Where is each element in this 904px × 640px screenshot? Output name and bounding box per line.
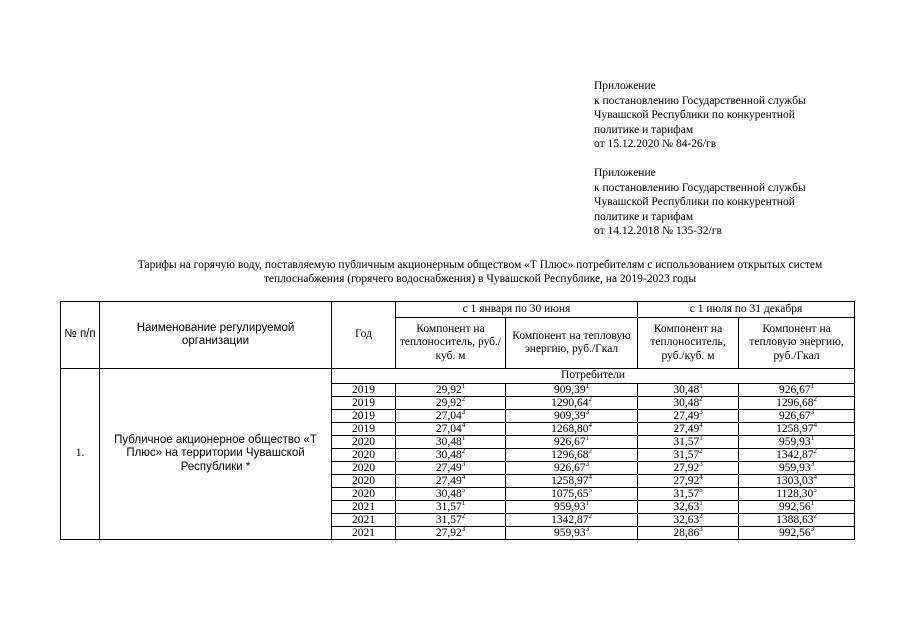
value-cell-h1-carrier [396, 448, 506, 461]
year-cell: 2021 [332, 526, 396, 539]
footnote-marker: 1 [810, 381, 815, 390]
tariff-value: 1303,03 [776, 474, 814, 487]
footnote-marker: 1 [461, 381, 466, 390]
tariff-value: 30,48 [673, 396, 700, 409]
footnote-marker: 5 [588, 485, 592, 494]
value-cell-h1-carrier [396, 461, 506, 474]
value-cell-h1-energy [506, 422, 638, 435]
footnote-marker: 1 [810, 498, 815, 507]
organization-cell: Публичное акционерное общество «Т Плюс» на территории Чувашской Республики * [100, 369, 332, 540]
value-cell-h1-energy [506, 448, 638, 461]
value-cell-h1-carrier [396, 526, 506, 539]
footnote-marker: 4 [813, 420, 817, 429]
footnote-marker: 3 [810, 407, 815, 416]
value-cell-h2-energy [739, 435, 855, 448]
tariff-value: 1268,80 [551, 422, 589, 435]
value-cell-h2-carrier [638, 500, 739, 513]
appendix-line: Приложение [594, 80, 656, 92]
value-cell-h2-carrier [638, 448, 739, 461]
value-cell-h2-carrier [638, 435, 739, 448]
footnote-marker: 3 [810, 524, 815, 533]
value-cell-h2-energy [739, 422, 855, 435]
tariff-value: 27,49 [435, 474, 462, 487]
footnote-marker: 1 [699, 433, 703, 442]
tariff-value: 31,57 [673, 448, 700, 461]
value-cell-h2-energy [739, 474, 855, 487]
tariff-value: 909,39 [553, 409, 586, 422]
appendix-block-2018 [594, 166, 806, 239]
header-period-first-half: с 1 января по 30 июня [396, 302, 638, 318]
tariff-value: 1258,97 [776, 422, 814, 435]
tariff-value: 1075,65 [551, 487, 589, 500]
footnote-marker: 4 [813, 472, 817, 481]
appendix-line: Приложение [594, 167, 656, 179]
appendix-line: Чувашской Республики по конкурентной [594, 109, 795, 121]
value-cell-h2-carrier [638, 461, 739, 474]
value-cell-h1-carrier [396, 513, 506, 526]
value-cell-h2-carrier [638, 513, 739, 526]
header-organization: Наименование регулируемой организации [100, 302, 332, 369]
value-cell-h1-carrier [396, 500, 506, 513]
value-cell-h1-carrier [396, 487, 506, 500]
tariff-value: 27,04 [435, 409, 462, 422]
tariff-value: 27,49 [673, 409, 700, 422]
footnote-marker: 2 [813, 394, 817, 403]
tariff-value: 959,93 [553, 526, 586, 539]
year-cell: 2020 [332, 448, 396, 461]
document-title-line-2: теплоснабжения (горячего водоснабжения) в Чувашской Республике, на 2019-2023 годы [263, 273, 697, 285]
footnote-marker: 3 [699, 524, 703, 533]
tariff-value: 31,57 [435, 500, 462, 513]
footnote-marker: 3 [461, 524, 466, 533]
year-cell: 2020 [332, 487, 396, 500]
appendix-block-2020 [594, 79, 806, 152]
footnote-marker: 1 [585, 381, 590, 390]
tariff-value: 31,57 [435, 513, 462, 526]
year-cell: 2019 [332, 422, 396, 435]
tariff-value: 28,86 [673, 526, 700, 539]
value-cell-h1-carrier [396, 409, 506, 422]
year-cell: 2019 [332, 409, 396, 422]
footnote-marker: 3 [810, 459, 815, 468]
tariff-value: 1342,87 [776, 448, 814, 461]
value-cell-h1-carrier [396, 474, 506, 487]
tariff-value: 1258,97 [551, 474, 589, 487]
value-cell-h2-energy [739, 396, 855, 409]
tariff-value: 32,63 [673, 513, 700, 526]
header-h2-energy: Компонент на тепловую энергию, руб./Гкал [739, 318, 855, 369]
footnote-marker: 2 [461, 394, 466, 403]
tariff-value: 959,93 [553, 500, 586, 513]
value-cell-h2-energy [739, 513, 855, 526]
footnote-marker: 2 [699, 511, 703, 520]
year-cell: 2020 [332, 435, 396, 448]
tariff-value: 27,49 [435, 461, 462, 474]
header-year: Год [332, 302, 396, 369]
value-cell-h1-energy [506, 396, 638, 409]
value-cell-h2-energy [739, 487, 855, 500]
footnote-marker: 2 [588, 511, 592, 520]
tariff-value: 926,67 [778, 409, 811, 422]
tariff-value: 1290,64 [551, 396, 589, 409]
tariff-value: 30,48 [435, 448, 462, 461]
value-cell-h2-carrier [638, 383, 739, 396]
appendix-line: политике и тарифам [594, 123, 694, 136]
year-cell: 2021 [332, 513, 396, 526]
footnote-marker: 4 [699, 420, 703, 429]
value-cell-h2-energy [739, 526, 855, 539]
tariff-value: 29,92 [435, 383, 462, 396]
value-cell-h2-energy [739, 383, 855, 396]
year-cell: 2020 [332, 474, 396, 487]
document-title [60, 258, 900, 286]
header-h1-carrier: Компонент на теплоноситель, руб./куб. м [396, 318, 506, 369]
value-cell-h2-carrier [638, 409, 739, 422]
tariff-value: 27,49 [673, 422, 700, 435]
footnote-marker: 2 [461, 446, 466, 455]
value-cell-h1-energy [506, 526, 638, 539]
value-cell-h1-carrier [396, 383, 506, 396]
footnote-marker: 4 [588, 472, 592, 481]
appendix-line: к постановлению Государственной службы [594, 94, 806, 107]
value-cell-h2-carrier [638, 526, 739, 539]
year-cell: 2021 [332, 500, 396, 513]
tariff-value: 31,57 [673, 435, 700, 448]
footnote-marker: 1 [585, 433, 590, 442]
appendix-line: к постановлению Государственной службы [594, 181, 806, 194]
value-cell-h1-energy [506, 474, 638, 487]
value-cell-h2-carrier [638, 422, 739, 435]
value-cell-h2-carrier [638, 396, 739, 409]
tariff-value: 926,67 [778, 383, 811, 396]
footnote-marker: 3 [699, 407, 703, 416]
header-number: № п/п [61, 302, 100, 369]
tariff-value: 926,67 [553, 435, 586, 448]
tariff-value: 30,48 [435, 487, 462, 500]
tariff-value: 30,48 [435, 435, 462, 448]
footnote-marker: 1 [461, 433, 466, 442]
footnote-marker: 4 [588, 420, 592, 429]
year-cell: 2019 [332, 396, 396, 409]
tariff-value: 27,04 [435, 422, 462, 435]
header-h2-carrier: Компонент на теплоноситель, руб./куб. м [638, 318, 739, 369]
value-cell-h1-energy [506, 487, 638, 500]
footnote-marker: 4 [461, 420, 466, 429]
footnote-marker: 2 [699, 446, 703, 455]
value-cell-h2-energy [739, 461, 855, 474]
value-cell-h2-carrier [638, 474, 739, 487]
footnote-marker: 5 [461, 485, 466, 494]
footnote-marker: 3 [585, 459, 590, 468]
value-cell-h1-energy [506, 500, 638, 513]
value-cell-h2-energy [739, 409, 855, 422]
appendix-line: от 15.12.2020 № 84-26/гв [594, 138, 717, 150]
tariff-value: 959,93 [778, 435, 811, 448]
value-cell-h1-energy [506, 383, 638, 396]
value-cell-h1-energy [506, 409, 638, 422]
document-title-line-1: Тарифы на горячую воду, поставляемую публичным акционерным обществом «Т Плюс» потребителям с использованием открытых систем [137, 259, 823, 271]
value-cell-h2-carrier [638, 487, 739, 500]
tariff-value: 1388,63 [776, 513, 814, 526]
value-cell-h1-energy [506, 513, 638, 526]
row-number-cell: 1. [61, 369, 100, 540]
tariff-value: 992,56 [778, 500, 811, 513]
footnote-marker: 2 [699, 394, 703, 403]
footnote-marker: 3 [461, 407, 466, 416]
footnote-marker: 3 [461, 459, 466, 468]
footnote-marker: 3 [585, 407, 590, 416]
footnote-marker: 1 [810, 433, 815, 442]
footnote-marker: 2 [813, 511, 817, 520]
tariff-value: 29,92 [435, 396, 462, 409]
header-period-second-half: с 1 июля по 31 декабря [638, 302, 855, 318]
tariff-value: 27,92 [673, 474, 700, 487]
footnote-marker: 1 [585, 498, 590, 507]
tariff-value: 926,67 [553, 461, 586, 474]
footnote-marker: 3 [699, 459, 703, 468]
tariff-value: 32,63 [673, 500, 700, 513]
tariff-value: 27,92 [673, 461, 700, 474]
value-cell-h1-energy [506, 435, 638, 448]
value-cell-h1-carrier [396, 396, 506, 409]
tariff-value: 909,39 [553, 383, 586, 396]
footnote-marker: 5 [699, 485, 703, 494]
category-label: Потребители [332, 369, 855, 384]
footnote-marker: 5 [813, 485, 817, 494]
tariff-value: 30,48 [673, 383, 700, 396]
footnote-marker: 2 [461, 511, 466, 520]
header-h1-energy: Компонент на тепловую энергию, руб./Гкал [506, 318, 638, 369]
appendix-line: от 14.12.2018 № 135-32/гв [594, 225, 722, 237]
footnote-marker: 1 [699, 381, 703, 390]
tariff-value: 992,56 [778, 526, 811, 539]
appendix-line: Чувашской Республики по конкурентной [594, 196, 795, 208]
year-cell: 2020 [332, 461, 396, 474]
footnote-marker: 1 [699, 498, 703, 507]
value-cell-h2-energy [739, 500, 855, 513]
year-cell: 2019 [332, 383, 396, 396]
value-cell-h1-carrier [396, 435, 506, 448]
tariff-value: 1128,30 [776, 487, 814, 500]
tariff-value: 1296,68 [776, 396, 814, 409]
tariff-value: 1342,87 [551, 513, 589, 526]
value-cell-h1-carrier [396, 422, 506, 435]
tariff-table [60, 301, 855, 540]
footnote-marker: 4 [461, 472, 466, 481]
footnote-marker: 3 [585, 524, 590, 533]
tariff-value: 27,92 [435, 526, 462, 539]
tariff-value: 959,93 [778, 461, 811, 474]
value-cell-h2-energy [739, 448, 855, 461]
appendix-line: политике и тарифам [594, 210, 694, 223]
footnote-marker: 2 [588, 446, 592, 455]
footnote-marker: 2 [588, 394, 592, 403]
footnote-marker: 2 [813, 446, 817, 455]
tariff-value: 1296,68 [551, 448, 589, 461]
footnote-marker: 4 [699, 472, 703, 481]
value-cell-h1-energy [506, 461, 638, 474]
footnote-marker: 1 [461, 498, 466, 507]
tariff-value: 31,57 [673, 487, 700, 500]
